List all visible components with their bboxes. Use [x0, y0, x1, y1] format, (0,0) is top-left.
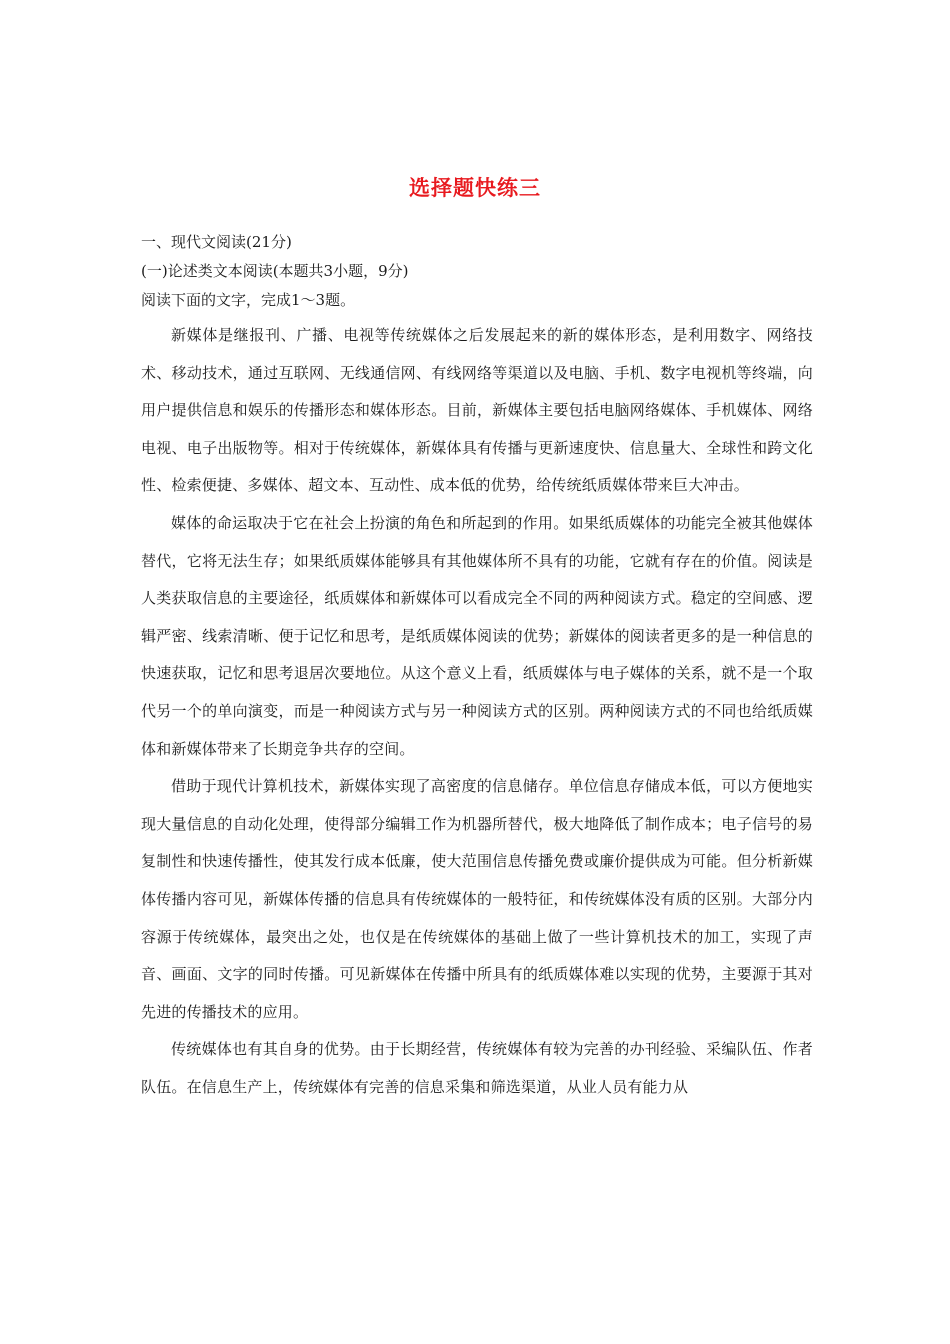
page-title: 选择题快练三 [409, 176, 541, 201]
document-body [141, 228, 813, 1106]
paragraph-4: 传统媒体也有其自身的优势。由于长期经营，传统媒体有较为完善的办刊经验、采编队伍、作者队伍。在信息生产上，传统媒体有完善的信息采集和筛选渠道，从业人员有能力从 [141, 1040, 813, 1096]
paragraph-3: 借助于现代计算机技术，新媒体实现了高密度的信息储存。单位信息存储成本低，可以方便地实现大量信息的自动化处理，使得部分编辑工作为机器所替代，极大地降低了制作成本；电子信号的易复制性和快速传播性，使其发行成本低廉，使大范围信息传播免费或廉价提供成为可能。但分析新媒体传播内容可见，新媒体传播的信息具有传统媒体的一般特征，和传统媒体没有质的区别。大部分内容源于传统媒体，最突出之处，也仅是在传统媒体的基础上做了一些计算机技术的加工，实现了声音、画面、文字的同时传播。可见新媒体在传播中所具有的纸质媒体难以实现的优势，主要源于其对先进的传播技术的应用。 [141, 777, 813, 1021]
paragraph-1: 新媒体是继报刊、广播、电视等传统媒体之后发展起来的新的媒体形态，是利用数字、网络技术、移动技术，通过互联网、无线通信网、有线网络等渠道以及电脑、手机、数字电视机等终端，向用户提供信息和娱乐的传播形态和媒体形态。目前，新媒体主要包括电脑网络媒体、手机媒体、网络电视、电子出版物等。相对于传统媒体，新媒体具有传播与更新速度快、信息量大、全球性和跨文化性、检索便捷、多媒体、超文本、互动性、成本低的优势，给传统纸质媒体带来巨大冲击。 [141, 326, 813, 495]
subsection-heading: (一)论述类文本阅读(本题共3小题，9分) [141, 262, 409, 280]
instruction-text: 阅读下面的文字，完成1～3题。 [141, 291, 356, 309]
paragraph-2: 媒体的命运取决于它在社会上扮演的角色和所起到的作用。如果纸质媒体的功能完全被其他媒体替代，它将无法生存；如果纸质媒体能够具有其他媒体所不具有的功能，它就有存在的价值。阅读是人类获取信息的主要途径，纸质媒体和新媒体可以看成完全不同的两种阅读方式。稳定的空间感、逻辑严密、线索清晰、便于记忆和思考，是纸质媒体阅读的优势；新媒体的阅读者更多的是一种信息的快速获取，记忆和思考退居次要地位。从这个意义上看，纸质媒体与电子媒体的关系，就不是一个取代另一个的单向演变，而是一种阅读方式与另一种阅读方式的区别。两种阅读方式的不同也给纸质媒体和新媒体带来了长期竞争共存的空间。 [141, 513, 813, 758]
section-heading: 一、现代文阅读(21分) [141, 233, 292, 251]
